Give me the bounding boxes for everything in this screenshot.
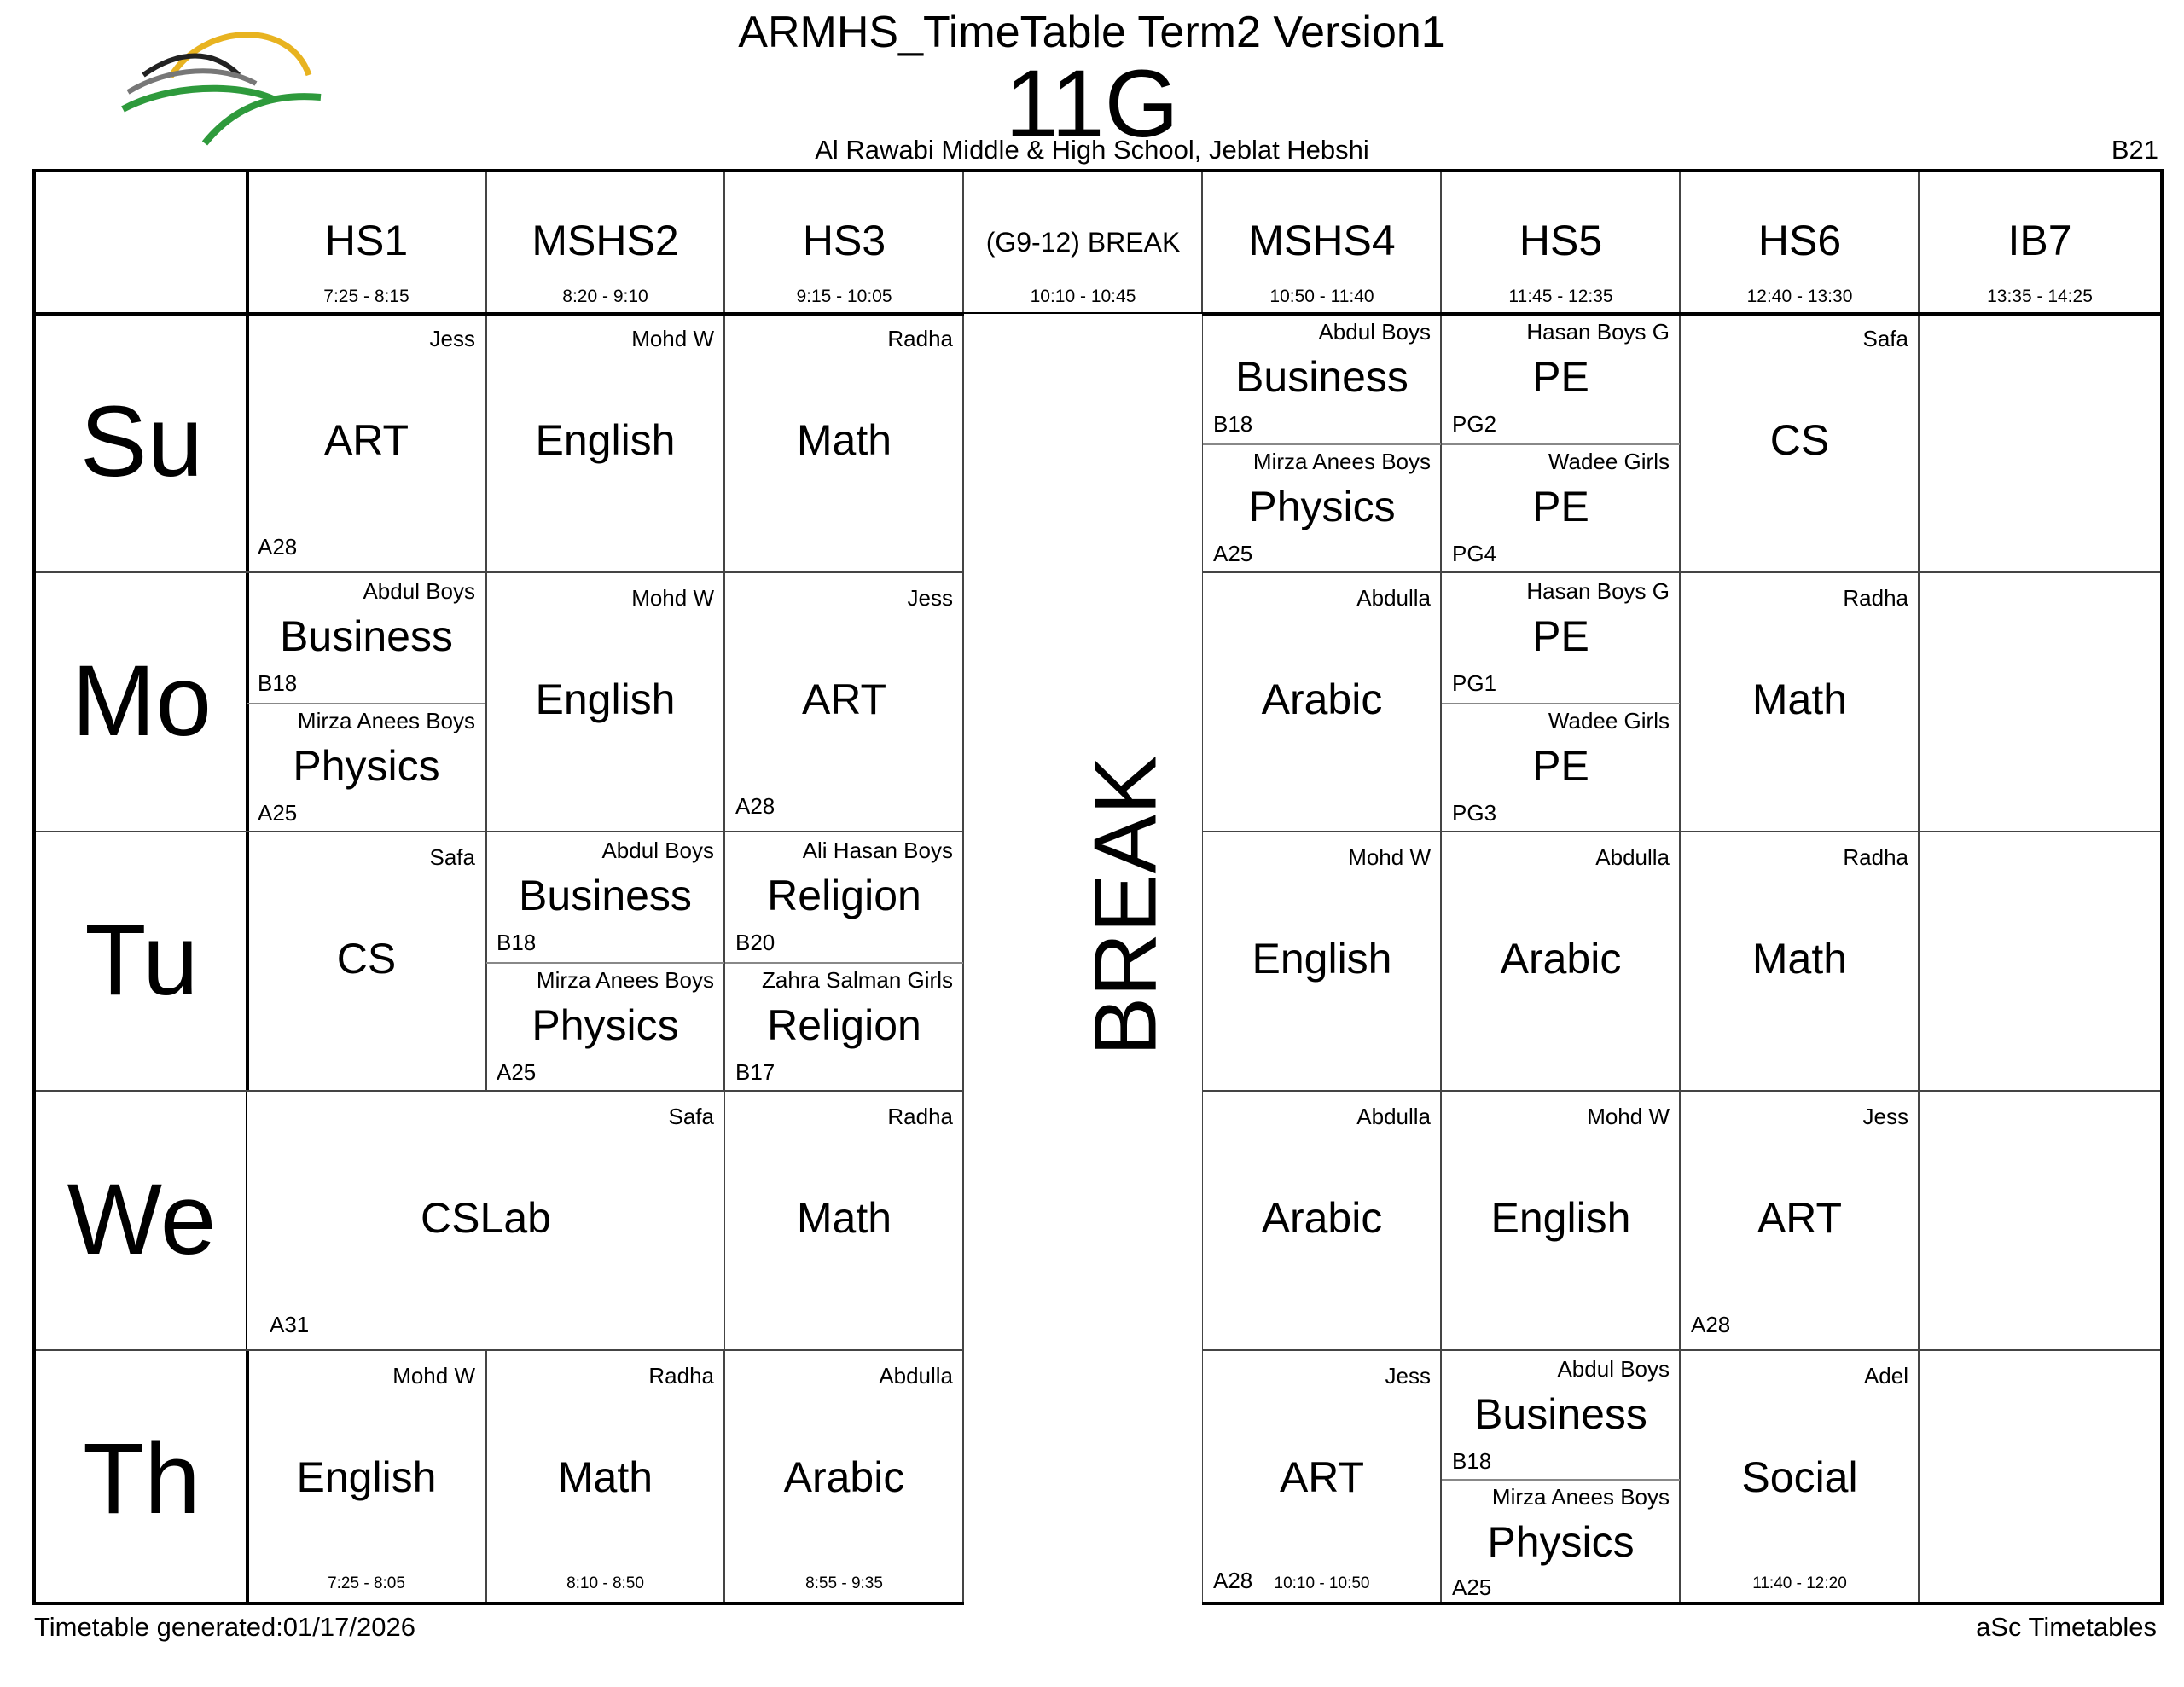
- subject-name: PE: [1532, 612, 1589, 660]
- lesson-cell[interactable]: [486, 962, 724, 1090]
- subject-name: English: [535, 675, 676, 723]
- subject-name: ART: [323, 416, 410, 464]
- subject-name: ART: [1279, 1453, 1365, 1501]
- subject-name: English: [296, 1453, 437, 1501]
- teacher-name: Abdul Boys: [363, 578, 475, 604]
- lesson-cell[interactable]: [1442, 443, 1680, 571]
- break-label: BREAK: [1076, 755, 1176, 1057]
- lesson-cell[interactable]: [1203, 573, 1441, 831]
- subject-name: CS: [336, 935, 397, 983]
- lesson-cell[interactable]: [247, 314, 485, 571]
- teacher-name: Radha: [1843, 585, 1908, 611]
- subject-name: Physics: [531, 1001, 679, 1049]
- teacher-name: Radha: [648, 1363, 714, 1388]
- subject-name: ART: [801, 675, 887, 723]
- lesson-cell[interactable]: [1681, 832, 1919, 1090]
- lesson-cell[interactable]: [1442, 832, 1680, 1090]
- teacher-name: Wadee Girls: [1548, 449, 1670, 474]
- period-name: IB7: [2007, 217, 2072, 264]
- teacher-name: Mohd W: [1587, 1104, 1670, 1129]
- period-header: [1681, 172, 1919, 314]
- lesson-cell[interactable]: [1442, 1479, 1680, 1605]
- period-name: (G9-12) BREAK: [985, 227, 1181, 258]
- room-number: B18: [497, 930, 537, 955]
- teacher-name: Mohd W: [631, 585, 714, 611]
- teacher-name: Safa: [668, 1104, 714, 1129]
- subject-name: Arabic: [1261, 1194, 1383, 1242]
- subject-name: English: [1490, 1194, 1631, 1242]
- lesson-cell[interactable]: [247, 832, 485, 1090]
- room-number: PG3: [1452, 800, 1497, 826]
- lesson-cell[interactable]: [1681, 1092, 1919, 1349]
- lesson-cell[interactable]: [1442, 573, 1680, 701]
- period-time: 8:20 - 9:10: [562, 287, 648, 306]
- subject-name: CSLab: [421, 1194, 551, 1242]
- lesson-cell[interactable]: [1203, 314, 1441, 442]
- subject-name: Math: [1751, 935, 1848, 983]
- subject-name: Business: [1474, 1390, 1647, 1438]
- teacher-name: Radha: [1843, 844, 1908, 870]
- period-name: MSHS4: [1248, 217, 1396, 264]
- period-time: 9:15 - 10:05: [796, 287, 892, 306]
- lesson-cell[interactable]: [247, 703, 485, 831]
- period-name: MSHS2: [531, 217, 679, 264]
- lesson-cell[interactable]: [1442, 314, 1680, 442]
- subject-name: Math: [796, 1194, 892, 1242]
- teacher-name: Mohd W: [1348, 844, 1431, 870]
- subject-name: Business: [1235, 353, 1409, 401]
- teacher-name: Mirza Anees Boys: [1252, 449, 1431, 474]
- room-number: A25: [258, 800, 298, 826]
- subject-name: CS: [1769, 416, 1830, 464]
- subject-name: ART: [1757, 1194, 1843, 1242]
- subject-name: Social: [1741, 1453, 1858, 1501]
- lesson-cell[interactable]: [725, 832, 963, 960]
- teacher-name: Jess: [429, 326, 475, 351]
- teacher-name: Adel: [1863, 1363, 1908, 1388]
- teacher-name: Abdul Boys: [601, 838, 714, 863]
- teacher-name: Zahra Salman Girls: [762, 967, 953, 993]
- teacher-name: Jess: [1862, 1104, 1908, 1129]
- period-time: 10:10 - 10:45: [1030, 287, 1136, 306]
- room-number: A31: [270, 1312, 310, 1337]
- lesson-time: 7:25 - 8:05: [328, 1574, 405, 1592]
- lesson-cell[interactable]: [1681, 1351, 1919, 1605]
- lesson-cell[interactable]: [1203, 443, 1441, 571]
- day-label: Tu: [84, 904, 199, 1017]
- subject-name: Physics: [1487, 1518, 1635, 1566]
- period-time: 11:45 - 12:35: [1508, 287, 1613, 306]
- lesson-cell[interactable]: [247, 1092, 724, 1349]
- teacher-name: Radha: [887, 1104, 953, 1129]
- teacher-name: Wadee Girls: [1548, 708, 1670, 733]
- room-code: B21: [2111, 135, 2158, 165]
- lesson-cell[interactable]: [486, 573, 724, 831]
- period-header: [486, 172, 724, 314]
- subject-name: Religion: [767, 1001, 921, 1049]
- room-number: PG4: [1452, 541, 1497, 566]
- subject-name: Math: [1751, 675, 1848, 723]
- subject-name: English: [1252, 935, 1392, 983]
- subject-name: Business: [519, 872, 692, 919]
- timetable-grid: [32, 169, 2164, 1605]
- lesson-time: 11:40 - 12:20: [1752, 1574, 1847, 1592]
- room-number: B17: [735, 1059, 775, 1085]
- period-name: HS6: [1757, 217, 1842, 264]
- period-time: 12:40 - 13:30: [1746, 287, 1853, 306]
- day-label: Mo: [72, 645, 212, 757]
- teacher-name: Safa: [1862, 326, 1908, 351]
- teacher-name: Mohd W: [392, 1363, 475, 1388]
- subject-name: Arabic: [783, 1453, 905, 1501]
- lesson-cell[interactable]: [1681, 314, 1919, 571]
- teacher-name: Safa: [429, 844, 475, 870]
- lesson-cell[interactable]: [247, 573, 485, 701]
- teacher-name: Jess: [1385, 1363, 1431, 1388]
- teacher-name: Abdul Boys: [1318, 319, 1431, 345]
- room-number: B18: [258, 670, 298, 696]
- subject-name: Arabic: [1261, 675, 1383, 723]
- period-name: HS5: [1519, 217, 1603, 264]
- room-number: A28: [1213, 1568, 1253, 1593]
- teacher-name: Abdul Boys: [1557, 1356, 1670, 1382]
- teacher-name: Mohd W: [631, 326, 714, 351]
- subject-name: Business: [280, 612, 453, 660]
- teacher-name: Abdulla: [879, 1363, 953, 1388]
- lesson-cell[interactable]: [486, 1351, 724, 1605]
- subject-name: Math: [796, 416, 892, 464]
- teacher-name: Mirza Anees Boys: [1491, 1484, 1670, 1510]
- period-time: 10:50 - 11:40: [1269, 287, 1374, 306]
- period-header: [725, 172, 963, 314]
- teacher-name: Abdulla: [1356, 585, 1431, 611]
- teacher-name: Abdulla: [1595, 844, 1670, 870]
- lesson-cell[interactable]: [1203, 1351, 1441, 1605]
- timetable-title: ARMHS_TimeTable Term2 Version1: [738, 8, 1446, 57]
- room-number: A25: [497, 1059, 537, 1085]
- room-number: B18: [1452, 1448, 1492, 1474]
- lesson-time: 8:10 - 8:50: [566, 1574, 644, 1592]
- subject-name: Physics: [1248, 483, 1396, 530]
- teacher-name: Radha: [887, 326, 953, 351]
- period-time: 7:25 - 8:15: [323, 287, 410, 306]
- lesson-cell[interactable]: [1203, 1092, 1441, 1349]
- generated-date: Timetable generated:01/17/2026: [34, 1612, 415, 1642]
- teacher-name: Ali Hasan Boys: [802, 838, 953, 863]
- subject-name: PE: [1532, 353, 1589, 401]
- lesson-cell[interactable]: [486, 314, 724, 571]
- lesson-cell[interactable]: [1442, 1351, 1680, 1479]
- class-name: 11G: [1005, 50, 1179, 157]
- subject-name: PE: [1532, 483, 1589, 530]
- lesson-cell[interactable]: [725, 962, 963, 1090]
- period-header: [1442, 172, 1680, 314]
- day-label: Su: [79, 386, 204, 498]
- lesson-cell[interactable]: [725, 1351, 963, 1605]
- period-header: [247, 172, 485, 314]
- teacher-name: Mirza Anees Boys: [536, 967, 714, 993]
- period-header: [964, 172, 1202, 314]
- day-label: We: [67, 1163, 217, 1276]
- subject-name: Math: [557, 1453, 653, 1501]
- subject-name: Physics: [293, 742, 440, 790]
- room-number: PG1: [1452, 670, 1497, 696]
- lesson-time: 8:55 - 9:35: [805, 1574, 883, 1592]
- room-number: A25: [1213, 541, 1253, 566]
- lesson-cell[interactable]: [247, 1351, 485, 1605]
- teacher-name: Hasan Boys G: [1526, 578, 1670, 604]
- room-number: A28: [258, 534, 298, 559]
- lesson-time: 10:10 - 10:50: [1274, 1574, 1370, 1592]
- lesson-cell[interactable]: [725, 573, 963, 831]
- room-number: B18: [1213, 411, 1253, 437]
- period-header: [1920, 172, 2160, 314]
- subject-name: PE: [1532, 742, 1589, 790]
- period-time: 13:35 - 14:25: [1987, 287, 2093, 306]
- room-number: B20: [735, 930, 775, 955]
- subject-name: Arabic: [1500, 935, 1622, 983]
- period-name: HS1: [324, 217, 409, 264]
- lesson-cell[interactable]: [1203, 832, 1441, 1090]
- school-name: Al Rawabi Middle & High School, Jeblat Hebshi: [815, 135, 1369, 165]
- teacher-name: Abdulla: [1356, 1104, 1431, 1129]
- lesson-cell[interactable]: [725, 1092, 963, 1349]
- room-number: A25: [1452, 1574, 1492, 1600]
- period-header: [1203, 172, 1441, 314]
- teacher-name: Hasan Boys G: [1526, 319, 1670, 345]
- subject-name: Religion: [767, 872, 921, 919]
- teacher-name: Mirza Anees Boys: [297, 708, 475, 733]
- subject-name: English: [535, 416, 676, 464]
- day-label: Th: [83, 1423, 200, 1535]
- lesson-cell[interactable]: [1442, 703, 1680, 831]
- teacher-name: Jess: [907, 585, 953, 611]
- room-number: A28: [1691, 1312, 1731, 1337]
- lesson-cell[interactable]: [1681, 573, 1919, 831]
- lesson-cell[interactable]: [1442, 1092, 1680, 1349]
- period-name: HS3: [802, 217, 886, 264]
- room-number: A28: [735, 793, 775, 819]
- lesson-cell[interactable]: [725, 314, 963, 571]
- room-number: PG2: [1452, 411, 1497, 437]
- software-credit: aSc Timetables: [1976, 1612, 2157, 1642]
- lesson-cell[interactable]: [486, 832, 724, 960]
